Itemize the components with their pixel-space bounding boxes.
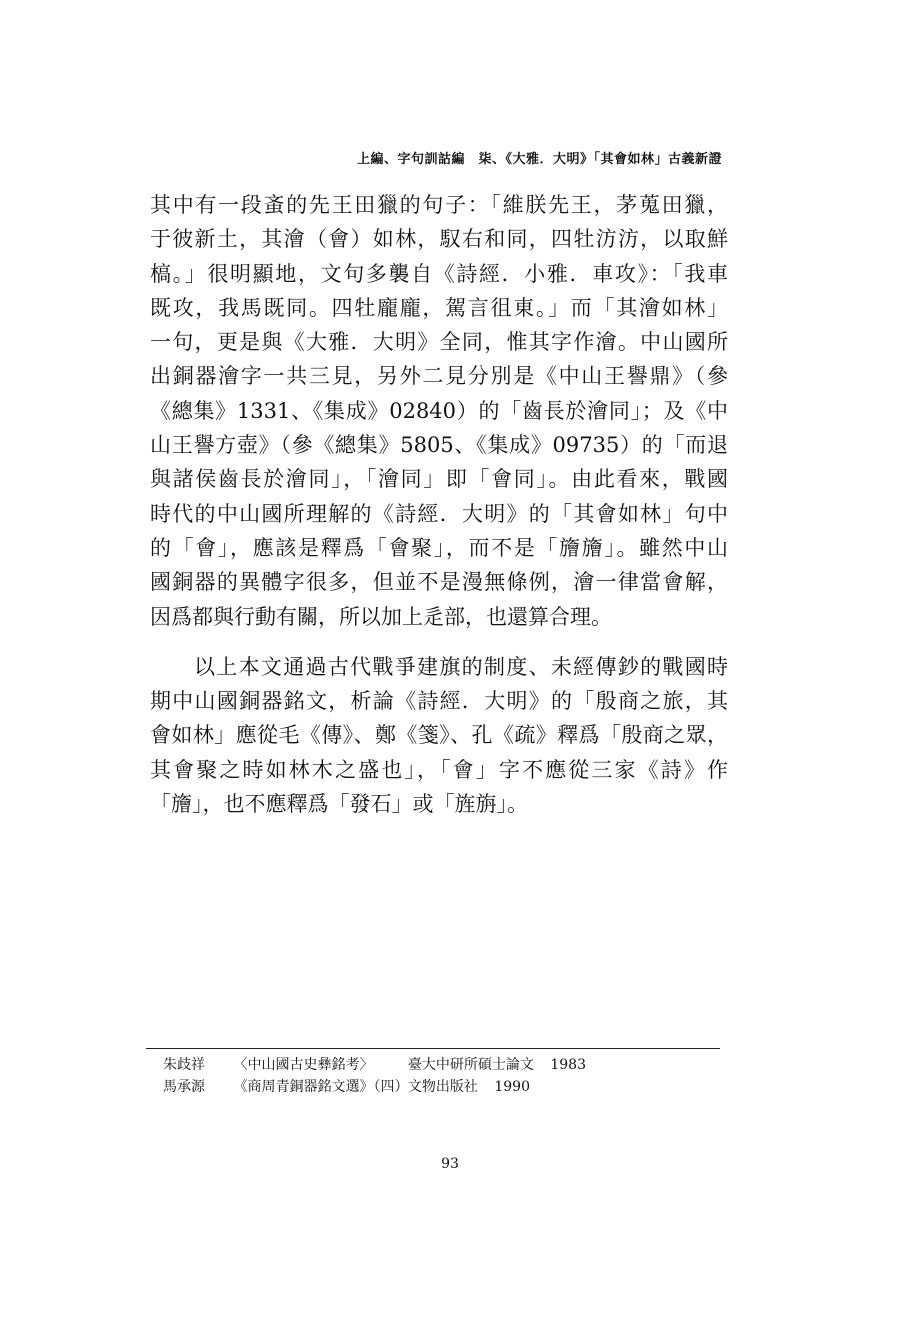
text-line: 期中山國銅器銘文，析論《詩經．大明》的「殷商之旅，其 [150, 689, 728, 714]
text-line: 《總集》1331、《集成》02840）的「齒長於澮同」；及《中 [150, 398, 728, 423]
paragraph-1 [150, 188, 728, 634]
text-line: 以上本文通過古代戰爭建旗的制度、未經傳鈔的戰國時 [194, 654, 728, 679]
text-line: 因爲都與行動有關，所以加上辵部，也還算合理。 [150, 604, 612, 629]
reference-divider [146, 1048, 720, 1049]
text-line: 既攻，我馬既同。四牡龐龐，駕言徂東。」而「其澮如林」 [150, 295, 728, 320]
running-header: 上編、字句訓詁編 柒、《大雅．大明》「其會如林」古義新證 [356, 152, 722, 167]
reference-year: 1990 [494, 1079, 530, 1095]
reference-author: 馬承源 [163, 1079, 205, 1095]
text-line: 其會聚之時如林木之盛也」，「會」字不應從三家《詩》作 [150, 757, 728, 782]
paragraph-2 [150, 650, 728, 821]
text-line: 「旝」，也不應釋爲「發石」或「旌旃」。 [150, 792, 528, 817]
paragraph-gap [150, 634, 728, 650]
text-line: 一句，更是與《大雅．大明》全同，惟其字作澮。中山國所 [150, 330, 728, 355]
reference-list [163, 1054, 586, 1098]
text-line: 的「會」，應該是釋爲「會聚」，而不是「旝旝」。雖然中山 [150, 535, 728, 560]
text-line: 于彼新土，其澮（會）如林，馭右和同，四牡汸汸，以取鮮 [150, 227, 728, 252]
text-line: 山王譽方壺》（參《總集》5805、《集成》09735）的「而退 [150, 433, 728, 458]
reference-publisher: 臺大中研所碩士論文 [407, 1057, 534, 1073]
reference-title: 〈中山國古史彝銘考〉 [233, 1057, 374, 1073]
reference-entry [163, 1054, 586, 1076]
reference-entry [163, 1076, 586, 1098]
text-line: 其中有一段蚉的先王田獵的句子：「維朕先王，茅蒐田獵， [150, 193, 728, 217]
reference-title: 《商周青銅器銘文選》（四） [233, 1079, 409, 1095]
text-line: 與諸侯齒長於澮同」，「澮同」即「會同」。由此看來，戰國 [150, 467, 728, 492]
page-number: 93 [441, 1156, 459, 1172]
text-line: 槁。」很明顯地，文句多襲自《詩經．小雅．車攻》：「我車 [150, 261, 728, 286]
text-line: 出銅器澮字一共三見，另外二見分別是《中山王譽鼎》（參 [150, 364, 728, 389]
reference-year: 1983 [550, 1057, 586, 1073]
text-line: 時代的中山國所理解的《詩經．大明》的「其會如林」句中 [150, 501, 728, 526]
body-text [150, 188, 728, 821]
reference-author: 朱歧祥 [163, 1057, 205, 1073]
text-line: 會如林」應從毛《傳》、鄭《箋》、孔《疏》釋爲「殷商之眾， [150, 723, 728, 748]
reference-publisher: 文物出版社 [407, 1079, 478, 1095]
text-line: 國銅器的異體字很多，但並不是漫無條例，澮一律當會解， [150, 570, 728, 595]
